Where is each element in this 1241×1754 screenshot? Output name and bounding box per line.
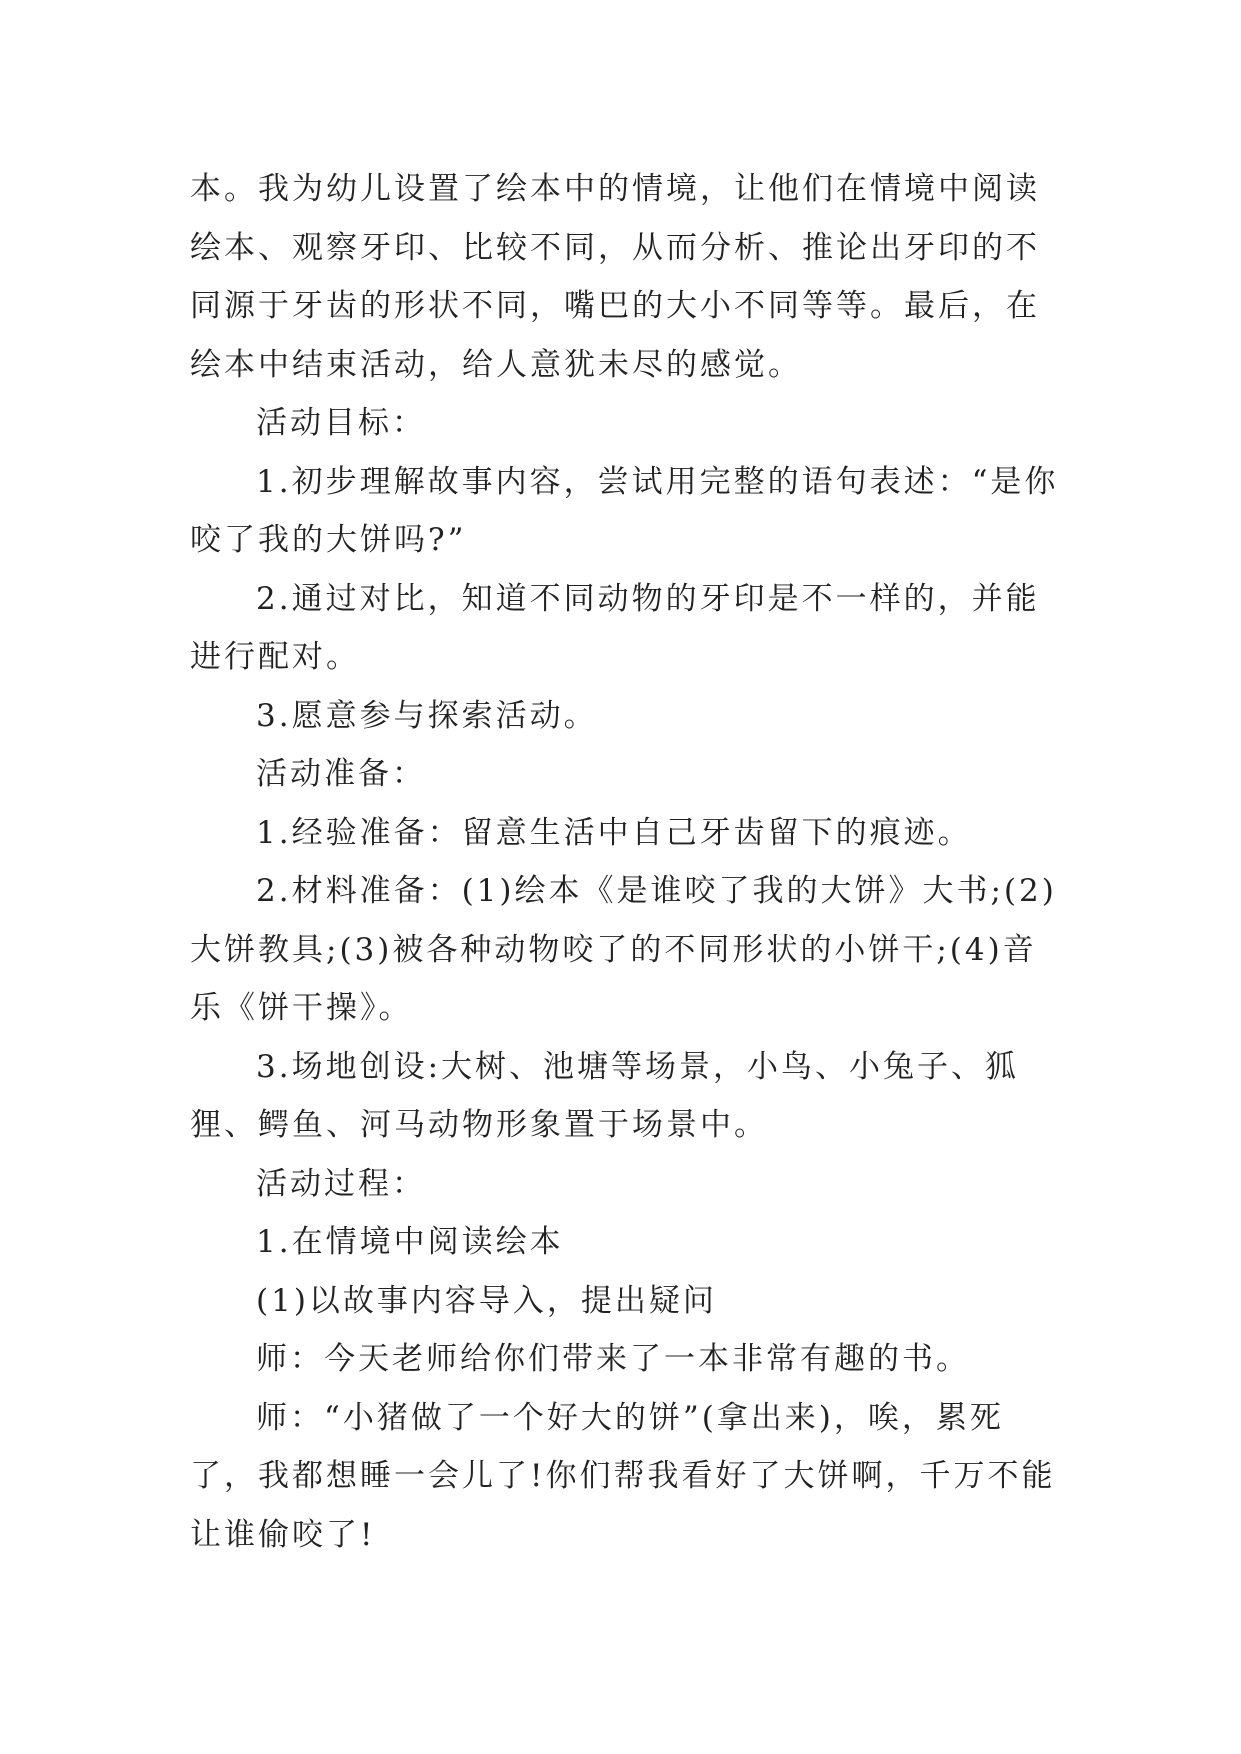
goal-item-1: 1.初步理解故事内容，尝试用完整的语句表述：“是你咬了我的大饼吗?” — [190, 463, 1059, 558]
document-body — [190, 160, 1060, 1564]
process-step-1: 1.在情境中阅读绘本 — [256, 1224, 564, 1260]
teacher-line-1: 师：今天老师给你们带来了一本非常有趣的书。 — [256, 1341, 970, 1377]
heading-activity-preparation: 活动准备： — [256, 756, 426, 792]
heading-activity-process: 活动过程： — [256, 1165, 426, 1202]
paragraph-intro-continued: 本。我为幼儿设置了绘本中的情境，让他们在情境中阅读绘本、观察牙印、比较不同，从而分析、推论出牙印的不同源于牙齿的形状不同，嘴巴的大小不同等等。最后，在绘本中结束活动，给人意犹未尽的感觉。 — [190, 171, 1040, 383]
goal-item-3: 3.愿意参与探索活动。 — [256, 697, 598, 734]
goal-item-2: 2.通过对比，知道不同动物的牙印是不一样的，并能进行配对。 — [190, 580, 1040, 675]
process-substep-1: (1)以故事内容导入，提出疑问 — [256, 1282, 717, 1319]
preparation-item-2: 2.材料准备：(1)绘本《是谁咬了我的大饼》大书;(2)大饼教具;(3)被各种动物咬了的不同形状的小饼干;(4)音乐《饼干操》。 — [190, 873, 1057, 1026]
preparation-item-1: 1.经验准备：留意生活中自己牙齿留下的痕迹。 — [256, 814, 972, 851]
heading-activity-goals: 活动目标： — [256, 405, 426, 441]
preparation-item-3: 3.场地创设:大树、池塘等场景，小鸟、小兔子、狐狸、鳄鱼、河马动物形象置于场景中。 — [190, 1048, 1020, 1143]
teacher-line-2: 师：“小猪做了一个好大的饼”(拿出来)，唉，累死了，我都想睡一会儿了!你们帮我看好了大饼啊，千万不能让谁偷咬了! — [190, 1399, 1056, 1553]
